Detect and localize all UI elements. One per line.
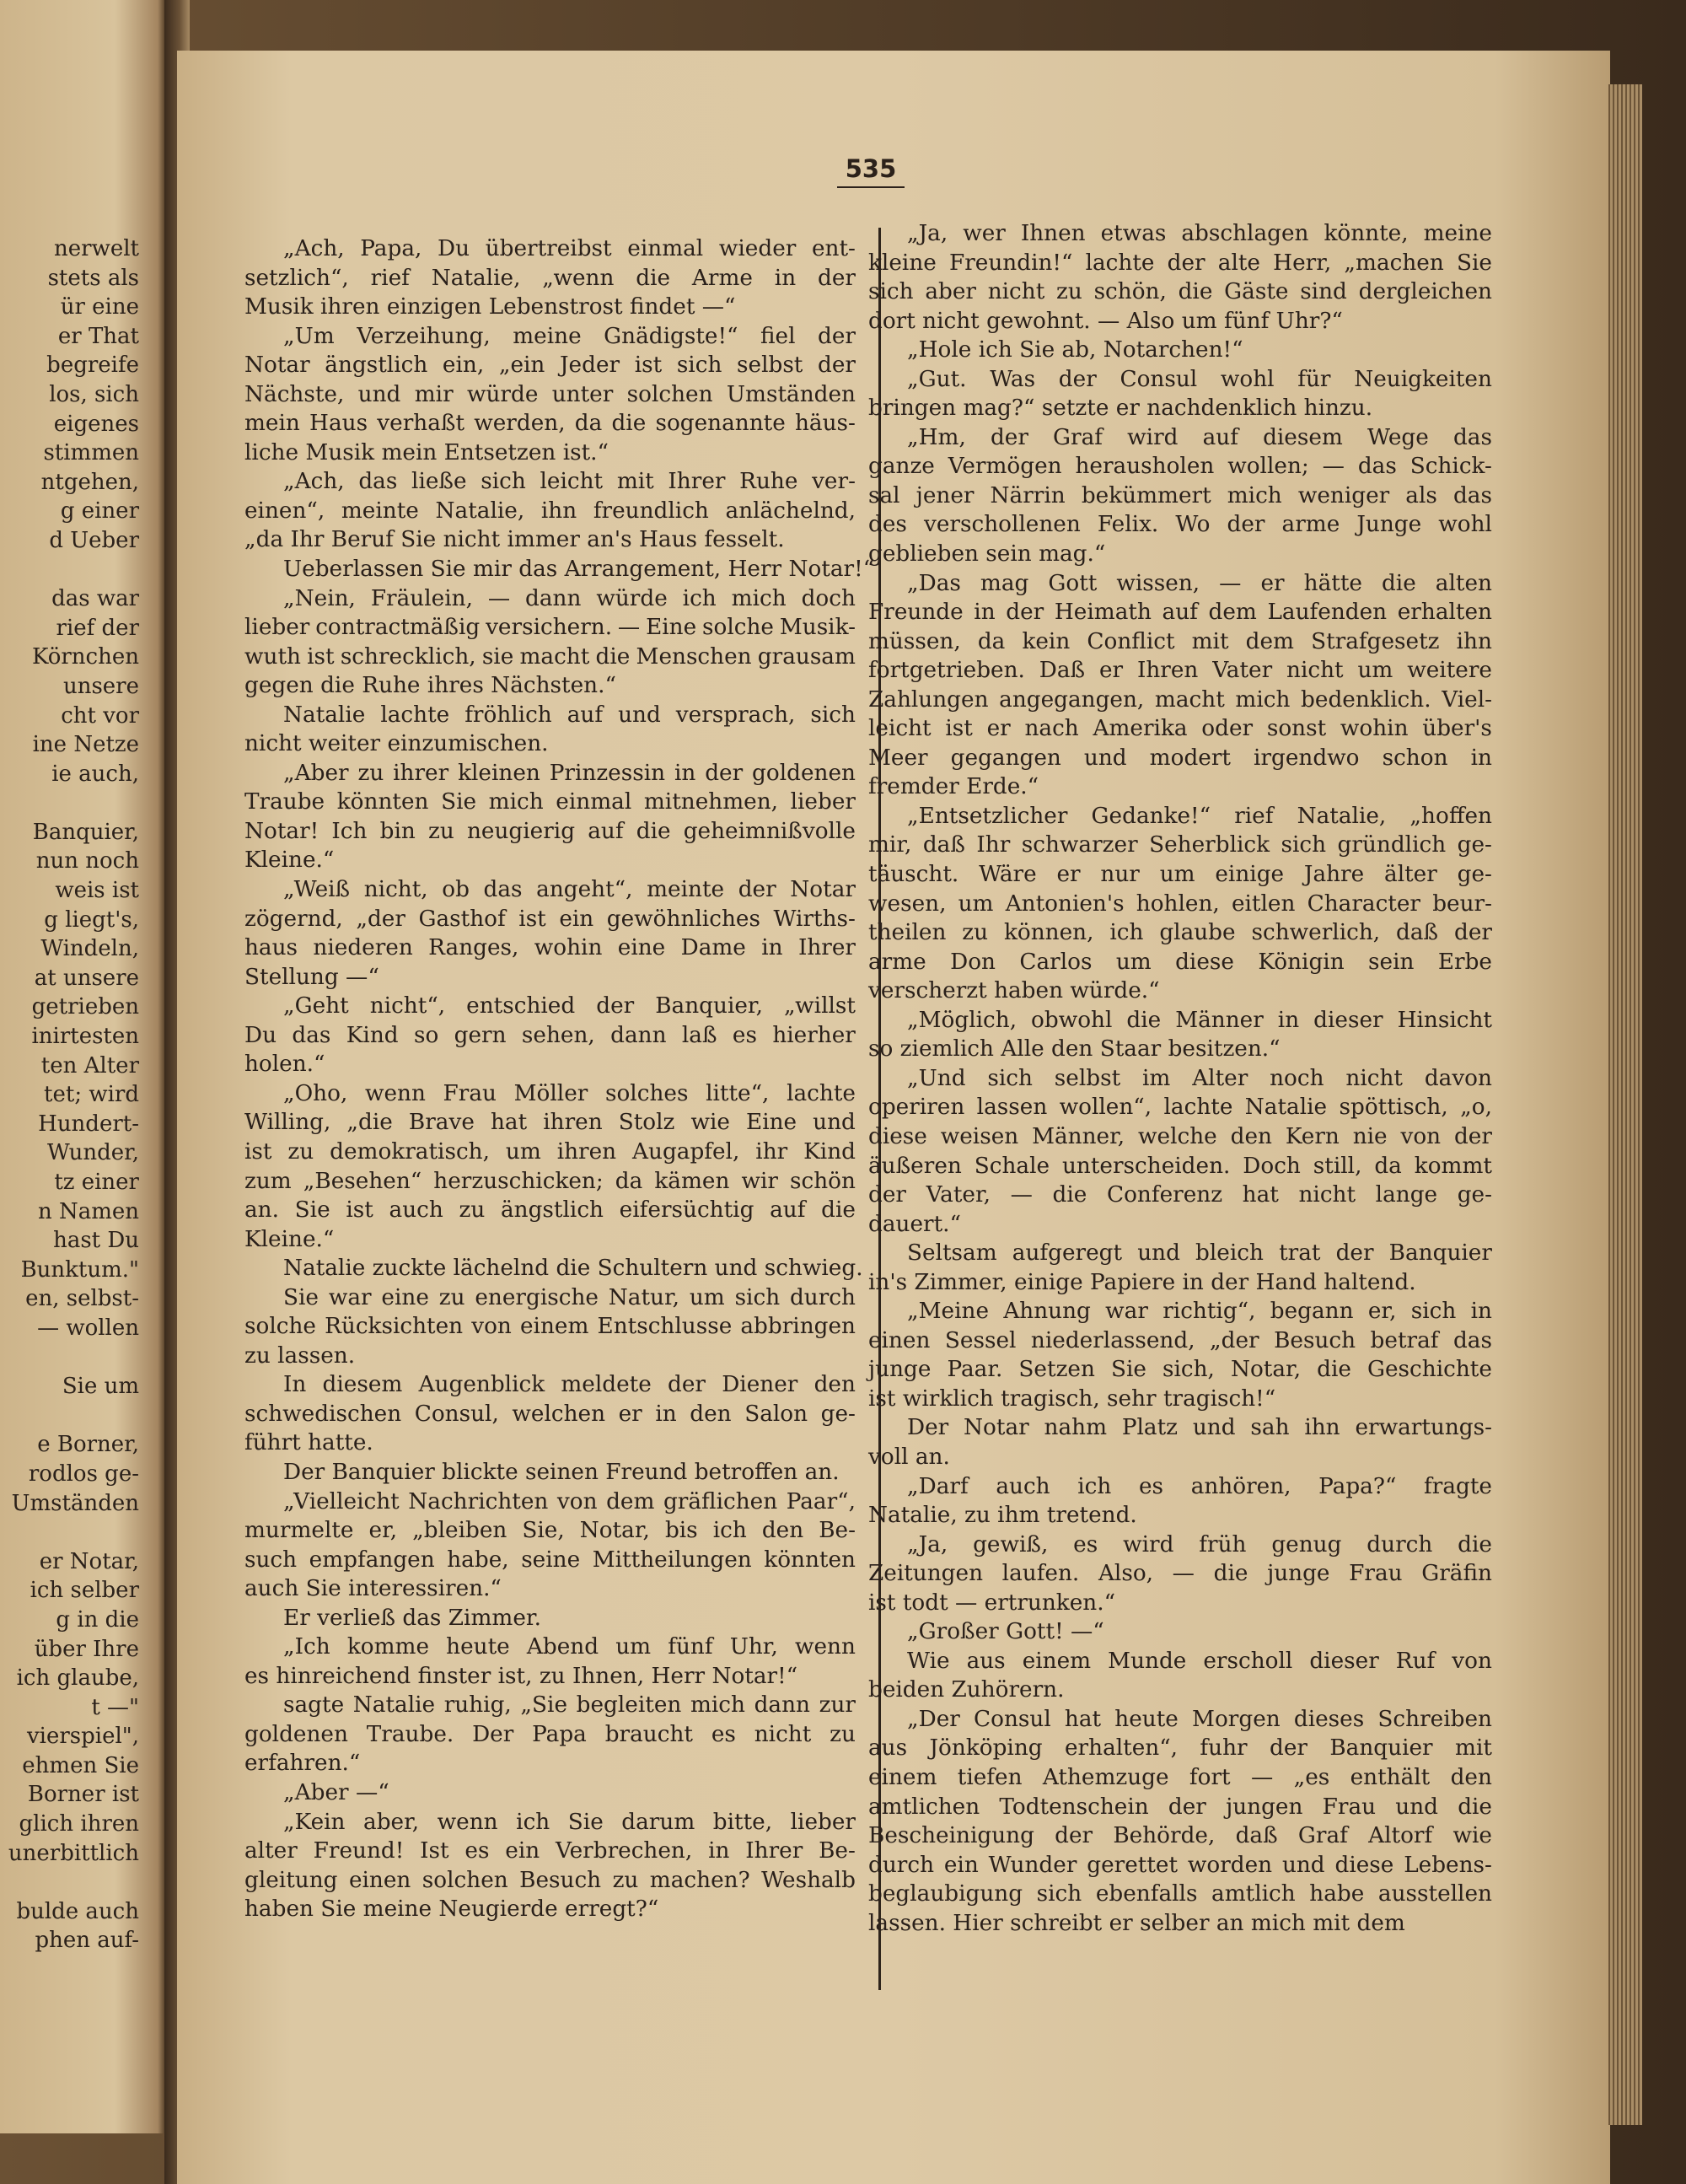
text-line: Notar ängstlich ein, „ein Jeder ist sich selbst der [244, 352, 856, 379]
text-line: „Ja, gewiß, es wird früh genug durch die [907, 1531, 1492, 1557]
text-line: so ziemlich Alle den Staar besitzen.“ [868, 1036, 1281, 1062]
text-line: der Vater, — die Conferenz hat nicht lange ge- [868, 1182, 1492, 1208]
left-page-line: begreife [46, 352, 139, 379]
page-number: 535 [837, 154, 905, 188]
text-line: in's Zimmer, einige Papiere in der Hand haltend. [868, 1269, 1416, 1295]
left-page-line: inirtesten [31, 1024, 139, 1050]
text-line: Meer gegangen und modert irgendwo schon in [868, 745, 1492, 771]
text-line: zögernd, „der Gasthof ist ein gewöhnliches Wirths- [244, 906, 856, 932]
text-line: Du das Kind so gern sehen, dann laß es hierher [244, 1022, 856, 1048]
left-page-line: en, selbst- [25, 1286, 139, 1312]
left-page-line: Bunktum." [20, 1256, 139, 1283]
left-page-line: nun noch [35, 848, 139, 874]
text-line: Kleine.“ [244, 1226, 335, 1252]
text-line: lassen. Hier schreibt er selber an mich mit dem [868, 1910, 1405, 1936]
text-line: „Ich komme heute Abend um fünf Uhr, wenn [283, 1634, 856, 1660]
text-line: ist todt — ertrunken.“ [868, 1590, 1116, 1616]
left-page-line: das war [51, 586, 139, 612]
text-line: gleitung einen solchen Besuch zu machen? Weshalb [244, 1867, 856, 1893]
text-line: alter Freund! Ist es ein Verbrechen, in Ihrer Be- [244, 1838, 856, 1864]
text-line: „Möglich, obwohl die Männer in dieser Hinsicht [907, 1007, 1492, 1033]
text-line: „Und sich selbst im Alter noch nicht davon [907, 1065, 1492, 1091]
text-line: Willing, „die Brave hat ihren Stolz wie Eine und [244, 1110, 856, 1136]
text-line: „Das mag Gott wissen, — er hätte die alten [907, 570, 1492, 596]
text-line: liche Musik mein Entsetzen ist.“ [244, 439, 609, 465]
text-line: voll an. [868, 1444, 950, 1470]
text-line: ist zu demokratisch, um ihren Augapfel, ihr Kind [244, 1138, 856, 1165]
text-line: „Oho, wenn Frau Möller solches litte“, lachte [283, 1080, 856, 1106]
text-line: aus Jönköping erhalten“, fuhr der Banquier mit [868, 1735, 1492, 1762]
text-line: fortgetrieben. Daß er Ihren Vater nicht um weitere [868, 658, 1492, 684]
text-line: „Kein aber, wenn ich Sie darum bitte, lieber [283, 1809, 856, 1835]
text-line: Zahlungen angegangen, macht mich bedenklich. Viel- [868, 686, 1492, 713]
left-page-line: — wollen [37, 1315, 139, 1341]
text-line: bringen mag?“ setzte er nachdenklich hinzu. [868, 395, 1373, 422]
left-page-line: Windeln, [40, 936, 139, 962]
left-page-line: weis ist [55, 878, 139, 904]
text-line: Natalie, zu ihm tretend. [868, 1503, 1137, 1529]
text-line: einen Sessel niederlassend, „der Besuch betraf das [868, 1327, 1492, 1353]
text-line: müssen, da kein Conflict mit dem Strafgesetz ihn [868, 628, 1492, 654]
text-line: wuth ist schrecklich, sie macht die Menschen grausam [244, 643, 856, 670]
left-page-line: n Namen [37, 1198, 139, 1224]
left-page-line: g in die [56, 1606, 139, 1633]
left-page-line: ie auch, [51, 761, 139, 787]
text-line: auch Sie interessiren.“ [244, 1576, 502, 1602]
left-page-line: er That [57, 323, 139, 349]
text-line: In diesem Augenblick meldete der Diener den [283, 1372, 856, 1398]
text-line: Stellung —“ [244, 964, 379, 990]
text-line: „Meine Ahnung war richtig“, begann er, sich in [907, 1299, 1492, 1325]
text-line: wesen, um Antonien's hohlen, eitlen Character beur- [868, 890, 1492, 917]
left-page-line: Umständen [11, 1490, 139, 1516]
text-line: sich aber nicht zu schön, die Gäste sind dergleichen [868, 279, 1492, 305]
text-line: „Der Consul hat heute Morgen dieses Schreiben [907, 1706, 1492, 1732]
text-line: äußeren Schale unterscheiden. Doch still, da kommt [868, 1153, 1492, 1179]
text-line: Kleine.“ [244, 847, 335, 874]
left-page-line: stimmen [43, 440, 139, 466]
left-page-line: ntgehen, [40, 469, 139, 495]
left-page-line: ich selber [30, 1578, 139, 1604]
text-line: Wie aus einem Munde erscholl dieser Ruf von [907, 1648, 1492, 1674]
text-line: an. Sie ist auch zu ängstlich eifersüchtig auf die [244, 1197, 856, 1224]
text-line: „da Ihr Beruf Sie nicht immer an's Haus fesselt. [244, 527, 785, 553]
text-line: mir, daß Ihr schwarzer Seherblick sich gründlich ge- [868, 832, 1492, 858]
left-page-line: Hundert- [38, 1111, 139, 1137]
text-line: Bescheinigung der Behörde, daß Graf Altorf wie [868, 1823, 1492, 1849]
text-line: durch ein Wunder gerettet worden und diese Lebens- [868, 1852, 1492, 1878]
text-line: es hinreichend finster ist, zu Ihnen, Herr Notar!“ [244, 1663, 798, 1689]
left-page-line [0, 1868, 139, 1897]
text-line: holen.“ [244, 1052, 325, 1078]
text-line: theilen zu können, ich glaube schwerlich, daß der [868, 920, 1492, 946]
text-line: Notar! Ich bin zu neugierig auf die geheimnißvolle [244, 818, 856, 844]
left-page-line [0, 1518, 139, 1547]
left-page-line: nerwelt [54, 236, 139, 261]
text-line: „Um Verzeihung, meine Gnädigste!“ fiel der [283, 323, 856, 349]
left-page [0, 0, 164, 2133]
text-line: such empfangen habe, seine Mittheilungen könnten [244, 1547, 856, 1573]
text-line: Zeitungen laufen. Also, — die junge Frau Gräfin [868, 1561, 1492, 1587]
text-line: amtlichen Todtenschein der jungen Frau und die [868, 1794, 1492, 1820]
text-line: Der Banquier blickte seinen Freund betroffen an. [283, 1459, 840, 1485]
text-line: Der Notar nahm Platz und sah ihn erwartungs- [907, 1415, 1492, 1441]
text-line: „Darf auch ich es anhören, Papa?“ fragte [907, 1473, 1492, 1499]
text-line: „Ach, das ließe sich leicht mit Ihrer Ruhe ver- [283, 469, 856, 495]
left-page-line: glich ihren [19, 1811, 139, 1837]
text-line: junge Paar. Setzen Sie sich, Notar, die Geschichte [868, 1357, 1492, 1383]
left-page-line: unerbittlich [8, 1840, 139, 1866]
left-page-line: ten Alter [40, 1052, 139, 1079]
text-line: haben Sie meine Neugierde erregt?“ [244, 1896, 659, 1923]
left-page-line: ich glaube, [16, 1665, 139, 1692]
text-line: operiren lassen wollen“, lachte Natalie spöttisch, „o, [868, 1095, 1492, 1121]
text-line: „Aber zu ihrer kleinen Prinzessin in der goldenen [283, 760, 856, 786]
text-line: Sie war eine zu energische Natur, um sich durch [283, 1284, 856, 1310]
left-page-line: g liegt's, [44, 906, 139, 933]
text-line: kleine Freundin!“ lachte der alte Herr, „machen Sie [868, 250, 1492, 276]
text-line: diese weisen Männer, welche den Kern nie von der [868, 1123, 1492, 1149]
text-line: zum „Besehen“ herzuschicken; da kämen wir schön [244, 1168, 856, 1194]
text-line: „Gut. Was der Consul wohl für Neuigkeiten [907, 366, 1492, 392]
text-line: Er verließ das Zimmer. [283, 1605, 541, 1631]
text-line: Seltsam aufgeregt und bleich trat der Banquier [907, 1240, 1492, 1267]
text-line: „Entsetzlicher Gedanke!“ rief Natalie, „hoffen [907, 803, 1492, 829]
text-column-left [244, 234, 875, 1924]
text-line: Musik ihren einzigen Lebenstrost findet —“ [244, 294, 736, 320]
text-line: „Ja, wer Ihnen etwas abschlagen könnte, meine [907, 221, 1492, 246]
text-line: führt hatte. [244, 1430, 373, 1456]
text-line: Natalie zuckte lächelnd die Schultern und schwieg. [283, 1256, 863, 1282]
text-line: nicht weiter einzumischen. [244, 731, 549, 757]
text-line: „Geht nicht“, entschied der Banquier, „willst [283, 993, 856, 1019]
left-page-line: t —" [91, 1694, 139, 1720]
text-line: „Weiß nicht, ob das angeht“, meinte der Notar [283, 877, 856, 903]
left-page-line: rief der [56, 615, 139, 641]
text-line: setzlich“, rief Natalie, „wenn die Arme in der [244, 265, 856, 291]
text-line: dauert.“ [868, 1211, 961, 1237]
left-page-line: ür eine [60, 294, 139, 320]
left-page-line [0, 1401, 139, 1431]
left-page-line: hast Du [53, 1228, 139, 1254]
text-line: mein Haus verhaßt werden, da die sogenannte häus- [244, 411, 856, 437]
left-page-line: getrieben [31, 994, 139, 1020]
left-page-line: unsere [62, 673, 139, 699]
left-page-line: ehmen Sie [22, 1752, 139, 1778]
left-page-line [0, 556, 139, 585]
left-page-line: eigenes [53, 411, 139, 437]
text-line: Natalie lachte fröhlich auf und versprach, sich [283, 702, 856, 728]
left-page-line: tet; wird [44, 1082, 139, 1108]
text-line: Freunde in der Heimath auf dem Laufenden erhalten [868, 600, 1492, 626]
left-page-line: rodlos ge- [28, 1460, 139, 1487]
text-line: einem tiefen Athemzuge fort — „es enthält den [868, 1764, 1492, 1790]
left-page-line: Banquier, [32, 819, 139, 845]
text-line: Nächste, und mir würde unter solchen Umständen [244, 381, 856, 407]
text-line: solche Rücksichten von einem Entschlusse abbringen [244, 1314, 856, 1340]
text-line: dort nicht gewohnt. — Also um fünf Uhr?“ [868, 308, 1343, 334]
text-line: beiden Zuhörern. [868, 1677, 1065, 1703]
text-line: zu lassen. [244, 1342, 356, 1369]
text-line: „Ach, Papa, Du übertreibst einmal wieder ent- [283, 236, 856, 261]
left-page-line: cht vor [61, 702, 139, 729]
text-line: „Hole ich Sie ab, Notarchen!“ [907, 337, 1243, 363]
text-line: „Vielleicht Nachrichten von dem gräflichen Paar“, [283, 1488, 856, 1514]
left-page-line: Körnchen [32, 644, 139, 670]
left-page-line: Borner ist [27, 1782, 139, 1808]
left-page-line: bulde auch [16, 1898, 139, 1924]
text-line: täuscht. Wäre er nur um einige Jahre älter ge- [868, 862, 1492, 888]
text-line: arme Don Carlos um diese Königin sein Erbe [868, 949, 1492, 975]
left-page-line: at unsere [34, 965, 139, 991]
text-line: ist wirklich tragisch, sehr tragisch!“ [868, 1385, 1276, 1412]
text-line: gegen die Ruhe ihres Nächsten.“ [244, 673, 616, 699]
left-page-line: stets als [47, 265, 139, 291]
text-line: erfahren.“ [244, 1751, 361, 1777]
text-line: verscherzt haben würde.“ [868, 978, 1160, 1004]
text-line: geblieben sein mag.“ [868, 541, 1106, 568]
left-page-text-column [0, 234, 139, 1955]
left-page-line: los, sich [49, 381, 139, 407]
text-line: „Hm, der Graf wird auf diesem Wege das [907, 424, 1492, 450]
text-line: schwedischen Consul, welchen er in den Salon ge- [244, 1401, 856, 1427]
text-line: „Nein, Fräulein, — dann würde ich mich doch [283, 585, 856, 611]
text-line: „Aber —“ [283, 1779, 389, 1805]
text-line: leicht ist er nach Amerika oder sonst wohin über's [868, 716, 1492, 742]
text-line: Traube könnten Sie mich einmal mitnehmen, lieber [244, 789, 856, 815]
left-page-line: Sie um [62, 1374, 139, 1400]
text-line: sal jener Närrin bekümmert mich weniger als das [868, 482, 1492, 508]
page-edges [1608, 84, 1642, 2125]
left-page-line: über Ihre [34, 1636, 139, 1662]
text-line: fremder Erde.“ [868, 774, 1039, 800]
text-line: sagte Natalie ruhig, „Sie begleiten mich dann zur [283, 1692, 856, 1719]
text-line: goldenen Traube. Der Papa braucht es nicht zu [244, 1721, 856, 1747]
left-page-line: Wunder, [46, 1140, 139, 1166]
left-page-line [0, 1343, 139, 1373]
text-line: des verschollenen Felix. Wo der arme Junge wohl [868, 512, 1492, 538]
text-column-right [868, 219, 1492, 1938]
left-page-line: g einer [60, 498, 139, 524]
left-page-line: ine Netze [32, 732, 139, 758]
text-line: beglaubigung sich ebenfalls amtlich habe ausstellen [868, 1881, 1492, 1907]
left-page-line: e Borner, [37, 1432, 139, 1458]
text-line: lieber contractmäßig versichern. — Eine solche Musik- [244, 615, 856, 641]
left-page-line: er Notar, [39, 1548, 139, 1574]
left-page-line: phen auf- [35, 1928, 139, 1954]
left-page-line: tz einer [54, 1170, 139, 1195]
left-page-line: d Ueber [49, 527, 139, 553]
left-page-line: vierspiel", [26, 1724, 139, 1750]
text-line: ganze Vermögen herausholen wollen; — das Schick- [868, 454, 1492, 480]
text-line: murmelte er, „bleiben Sie, Notar, bis ich den Be- [244, 1518, 856, 1544]
text-line: Ueberlassen Sie mir das Arrangement, Herr Notar!“ [283, 557, 875, 583]
text-line: haus niederen Ranges, wohin eine Dame in Ihrer [244, 935, 856, 961]
left-page-line [0, 788, 139, 818]
text-line: einen“, meinte Natalie, ihn freundlich anlächelnd, [244, 498, 856, 524]
text-line: „Großer Gott! —“ [907, 1619, 1104, 1645]
